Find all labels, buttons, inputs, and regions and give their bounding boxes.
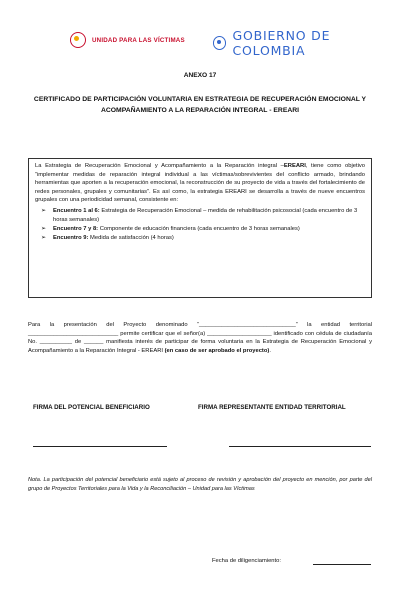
intro-part-b: EREARI bbox=[283, 163, 306, 169]
logo-right-text: GOBIERNO DE COLOMBIA bbox=[232, 28, 331, 58]
list-item bbox=[41, 207, 365, 224]
item-text: Estrategia de Recuperación Emocional – medida de rehabilitación psicosocial (cada encuentro de 3 horas semanales) bbox=[53, 207, 358, 223]
paragraph-part-a: Para la presentación del Proyecto denominado “______________________________” la entidad territorial ____________________________ permite certificar que el señor(a) ____________________ identificado con cédula de ciudadanía No. __________ de ______ manifiesta interés de participar de forma voluntaria en la Estrategia de Recuperación Emocional y Acompañamiento a la Reparación Integral - EREARI bbox=[28, 322, 372, 354]
intro-part-a: La Estrategia de Recuperación Emocional y Acompañamiento a la Reparación integral – bbox=[35, 163, 284, 169]
encounters-list bbox=[35, 207, 365, 242]
list-item bbox=[41, 234, 365, 243]
item-text: Componente de educación financiera (cada encuentro de 3 horas semanales) bbox=[98, 225, 300, 232]
item-label: Encuentro 1 al 6: bbox=[53, 207, 100, 214]
logo-gobierno-colombia bbox=[213, 28, 400, 58]
signature-label-entity: FIRMA REPRESENTANTE ENTIDAD TERRITORIAL bbox=[198, 404, 346, 411]
logo-unidad-victimas bbox=[70, 32, 185, 48]
strategy-box bbox=[28, 158, 372, 298]
item-label: Encuentro 9: bbox=[53, 234, 89, 241]
seal-icon bbox=[70, 32, 86, 48]
certification-paragraph bbox=[28, 321, 372, 355]
list-item bbox=[41, 225, 365, 234]
arrow-bullet-icon: ➢ bbox=[41, 234, 47, 241]
item-label: Encuentro 7 y 8: bbox=[53, 225, 99, 232]
signature-line-beneficiary[interactable] bbox=[33, 446, 167, 447]
paragraph-part-c: . bbox=[269, 347, 271, 354]
arrow-bullet-icon: ➢ bbox=[41, 225, 47, 232]
shield-icon bbox=[213, 36, 226, 50]
signature-line-entity[interactable] bbox=[229, 446, 371, 447]
document-title: CERTIFICADO DE PARTICIPACIÓN VOLUNTARIA EN ESTRATEGIA DE RECUPERACIÓN EMOCIONAL Y ACOMPAÑAMIENTO A LA REPARACIÓN INTEGRAL - EREARI bbox=[33, 96, 367, 114]
note-text: Nota. La participación del potencial beneficiario está sujeto al proceso de revisión y aprobación del proyecto en mención, por parte del grupo de Proyectos Territoriales para la Vida y la Reconciliación – Unidad para las Víctimas bbox=[28, 477, 372, 492]
logo-left-text: UNIDAD PARA LAS VÍCTIMAS bbox=[92, 36, 185, 44]
strategy-intro bbox=[35, 162, 365, 205]
item-text: Medida de satisfacción (4 horas) bbox=[88, 234, 174, 241]
intro-part-c: , tiene como objetivo “implementar medidas de reparación integral individual a las víctimas/sobrevivientes del conflicto armado, brindando herramientas que aporten a la recuperación emocional, la reconstrucción de su proyecto de vida a través del fortalecimiento de redes personales, grupales y comunitarias”. Es así como, la estrategia EREARI se desarrolla a través de nueve encuentros grupales con una periodicidad semanal, consistente en: bbox=[35, 163, 365, 204]
paragraph-part-b: (en caso de ser aprobado el proyecto) bbox=[164, 347, 270, 354]
date-label: Fecha de diligenciamiento: bbox=[212, 558, 281, 564]
signature-label-beneficiary: FIRMA DEL POTENCIAL BENEFICIARIO bbox=[33, 404, 150, 411]
date-field-line[interactable] bbox=[313, 564, 371, 565]
arrow-bullet-icon: ➢ bbox=[41, 207, 47, 214]
annex-label: ANEXO 17 bbox=[183, 72, 217, 79]
